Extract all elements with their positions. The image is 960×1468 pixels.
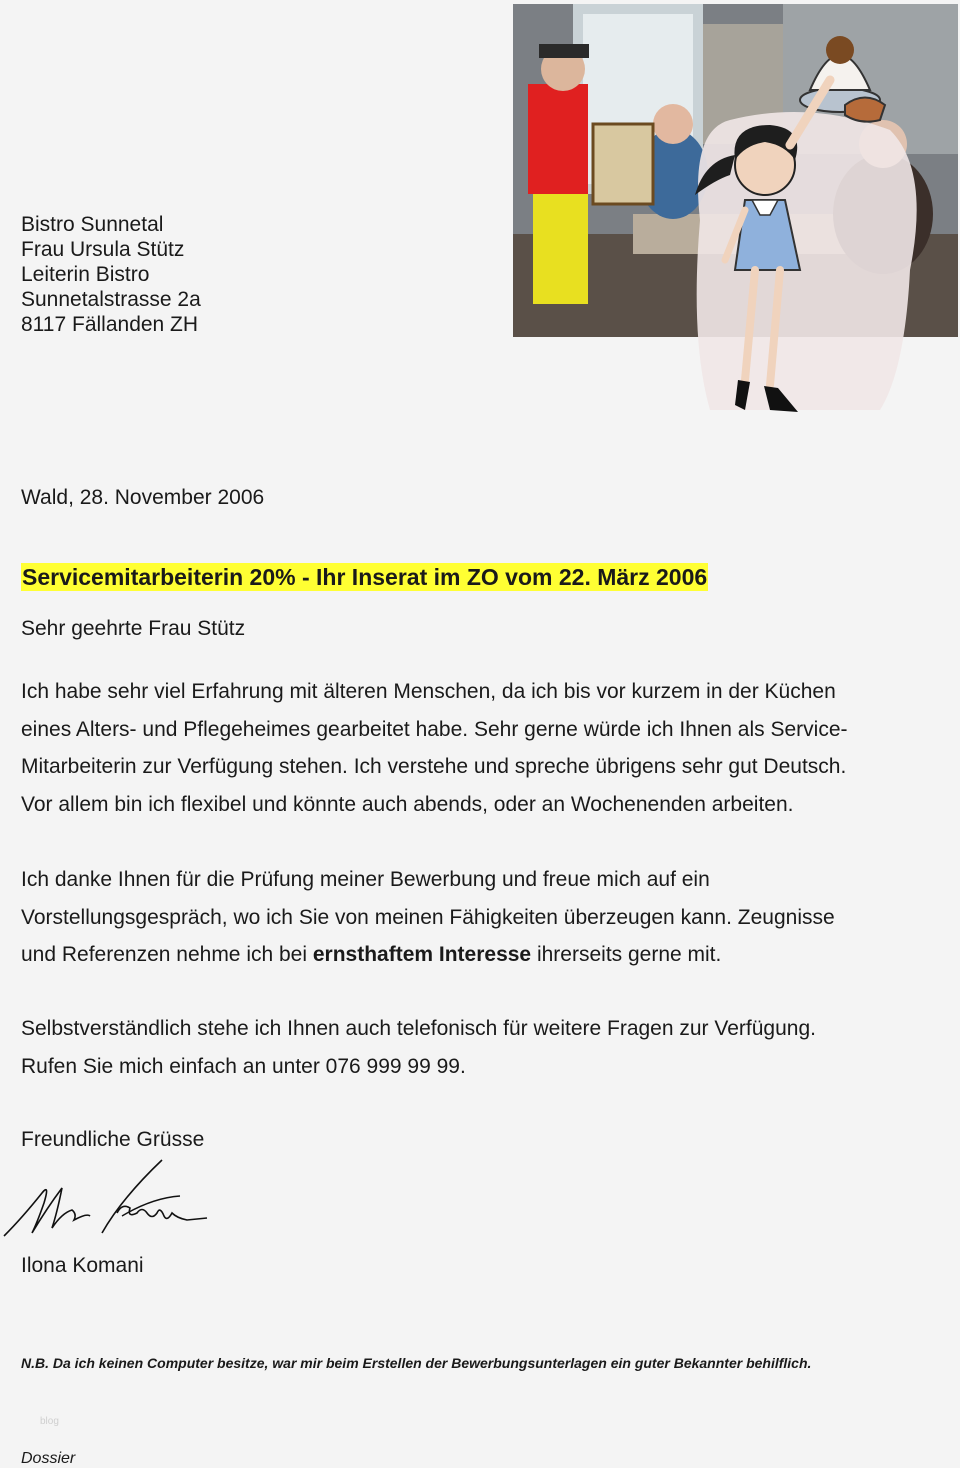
watermark-text: blog [40, 1416, 59, 1427]
paragraph-thanks [21, 861, 921, 974]
recipient-street: Sunnetalstrasse 2a [21, 288, 201, 311]
footer-label: Dossier [21, 1450, 76, 1467]
paragraph-experience [21, 673, 921, 823]
paragraph-line [21, 936, 921, 974]
paragraph-line: Ich habe sehr viel Erfahrung mit älteren Menschen, da ich bis vor kurzem in der Küchen [21, 680, 836, 703]
recipient-city: 8117 Fällanden ZH [21, 313, 199, 336]
paragraph-line: Ich danke Ihnen für die Prüfung meiner Bewerbung und freue mich auf ein [21, 868, 710, 891]
paragraph-line: Rufen Sie mich einfach an unter 076 999 99 99. [21, 1054, 466, 1078]
paragraph-line: Mitarbeiterin zur Verfügung stehen. Ich verstehe und spreche übrigens sehr gut Deutsch. [21, 755, 847, 778]
footnote: N.B. Da ich keinen Computer besitze, war mir beim Erstellen der Bewerbungsunterlagen ein guter Bekannter behilflich. [21, 1355, 812, 1371]
recipient-address [21, 212, 201, 337]
paragraph-line: Vorstellungsgespräch, wo ich Sie von meinen Fähigkeiten überzeugen kann. Zeugnisse [21, 905, 835, 929]
handwritten-signature [2, 1158, 212, 1243]
recipient-position: Leiterin Bistro [21, 263, 150, 286]
paragraph-line: Vor allem bin ich flexibel und könnte auch abends, oder an Wochenenden arbeiten. [21, 792, 794, 816]
letter-date: Wald, 28. November 2006 [21, 486, 265, 509]
paragraph-contact [21, 1010, 921, 1085]
closing: Freundliche Grüsse [21, 1128, 205, 1151]
paragraph-line: eines Alters- und Pflegeheimes gearbeitet habe. Sehr gerne würde ich Ihnen als Service- [21, 717, 848, 741]
emphasis-text: ernsthaftem Interesse [312, 943, 532, 966]
salutation: Sehr geehrte Frau Stütz [21, 617, 246, 640]
recipient-name: Frau Ursula Stütz [21, 238, 185, 261]
letter-subject: Servicemitarbeiterin 20% - Ihr Inserat im ZO vom 22. März 2006 [22, 564, 708, 590]
sender-name: Ilona Komani [21, 1254, 144, 1277]
recipient-company: Bistro Sunnetal [21, 213, 164, 236]
paragraph-text: ihrerseits gerne mit. [531, 943, 722, 966]
waitress-cartoon [690, 10, 930, 420]
paragraph-text: und Referenzen nehme ich bei [21, 943, 313, 966]
paragraph-line: Selbstverständlich stehe ich Ihnen auch telefonisch für weitere Fragen zur Verfügung. [21, 1017, 816, 1040]
